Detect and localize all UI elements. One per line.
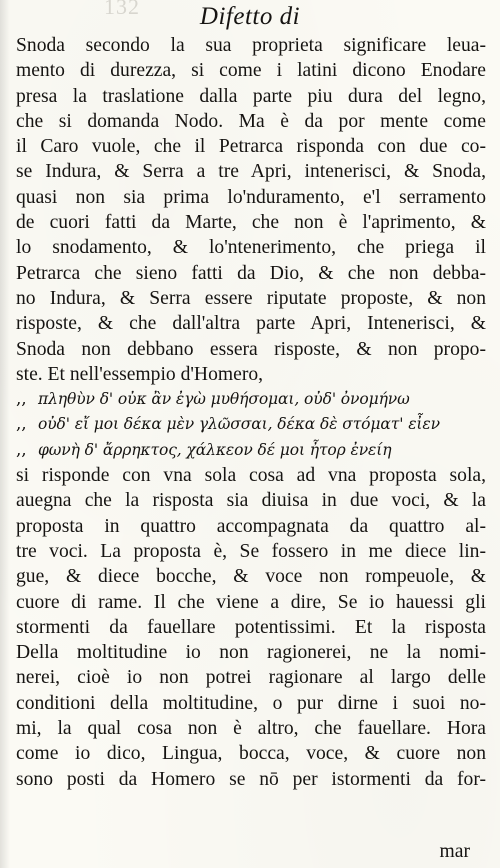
text-line: sono posti da Homero se nō per istormenti da for- — [16, 768, 486, 790]
text-line: proposta in quattro accompagnata da quattro al- — [16, 515, 486, 537]
text-line: presa la traslatione dalla parte piu dura del legno, — [16, 85, 486, 107]
text-line: se Indura, & Serra a tre Apri, intenerisci, & Snoda, — [16, 161, 486, 183]
text-line: mento di durezza, si come i latini dicono Enodare — [16, 60, 486, 82]
text-line: risposte, & che dall'altra parte Apri, Intenerisci, & — [16, 313, 486, 335]
text-line: mi, la qual cosa non è altro, che fauellare. Hora — [16, 718, 486, 740]
text-line: Snoda secondo la sua proprieta significare leua- — [16, 35, 486, 56]
text-line: gue, & diece bocche, & voce non rompeuole, & — [16, 566, 486, 588]
text-line: lo snodamento, & lo'ntenerimento, che priega il — [16, 237, 486, 259]
text-line: si risponde con vna sola cosa ad vna proposta sola, — [16, 465, 486, 487]
greek-quote-line — [16, 412, 486, 437]
quote-mark: ,, — [16, 389, 27, 410]
text-line: che si domanda Nodo. Ma è da por mente come — [16, 110, 486, 132]
text-line: nerei, cioè io non potrei ragionare al largo delle — [16, 667, 486, 689]
text-line: quasi non sia prima lo'nduramento, e'l serramento — [16, 186, 486, 208]
running-head: Difetto di — [199, 3, 301, 30]
greek-quote-line — [16, 438, 486, 463]
gutter-shadow — [0, 0, 10, 868]
text-line: come io dico, Lingua, bocca, voce, & cuore non — [16, 743, 486, 765]
text-line: Snoda non debbano essera risposte, & non propo- — [16, 338, 486, 360]
greek-verse: πληθὺν δ' οὐκ ἂν ἐγὼ μυθήσομαι, οὐδ' ὀνομήνω — [38, 390, 410, 409]
text-line: ste. Et nell'essempio d'Homero, — [16, 363, 264, 385]
catchword: mar — [439, 841, 470, 862]
text-line: no Indura, & Serra essere riputate proposte, & non — [16, 287, 486, 309]
text-line: cuore di rame. Il che viene a dire, Se io hauessi gli — [16, 591, 486, 613]
text-line: tre voci. La proposta è, Se fossero in me diece lin- — [16, 540, 486, 562]
greek-quote-line — [16, 387, 486, 412]
text-line: conditioni della moltitudine, o pur dirne i suoi no- — [16, 692, 486, 714]
text-line: Della moltitudine io non ragionerei, ne la nomi- — [16, 642, 486, 664]
quote-mark: ,, — [16, 439, 27, 460]
text-line: auegna che la risposta sia diuisa in due voci, & la — [16, 490, 486, 512]
greek-verse: φωνὴ δ' ἄρρηκτος, χάλκεον δέ μοι ἦτορ ἐνείη — [38, 440, 392, 459]
body-text — [16, 33, 486, 792]
text-line: il Caro vuole, che il Petrarca risponda con due co- — [16, 136, 486, 158]
bleed-through-page-number: 132 — [104, 0, 140, 19]
text-line: de cuori fatti da Marte, che non è l'aprimento, & — [16, 212, 486, 234]
quote-mark: ,, — [16, 414, 27, 435]
text-line: stormenti da fauellare potentissimi. Et la risposta — [16, 616, 486, 638]
text-line: Petrarca che sieno fatti da Dio, & che non debba- — [16, 262, 486, 284]
greek-verse: οὐδ' εἴ μοι δέκα μὲν γλῶσσαι, δέκα δὲ στόματ' εἶεν — [38, 415, 440, 434]
